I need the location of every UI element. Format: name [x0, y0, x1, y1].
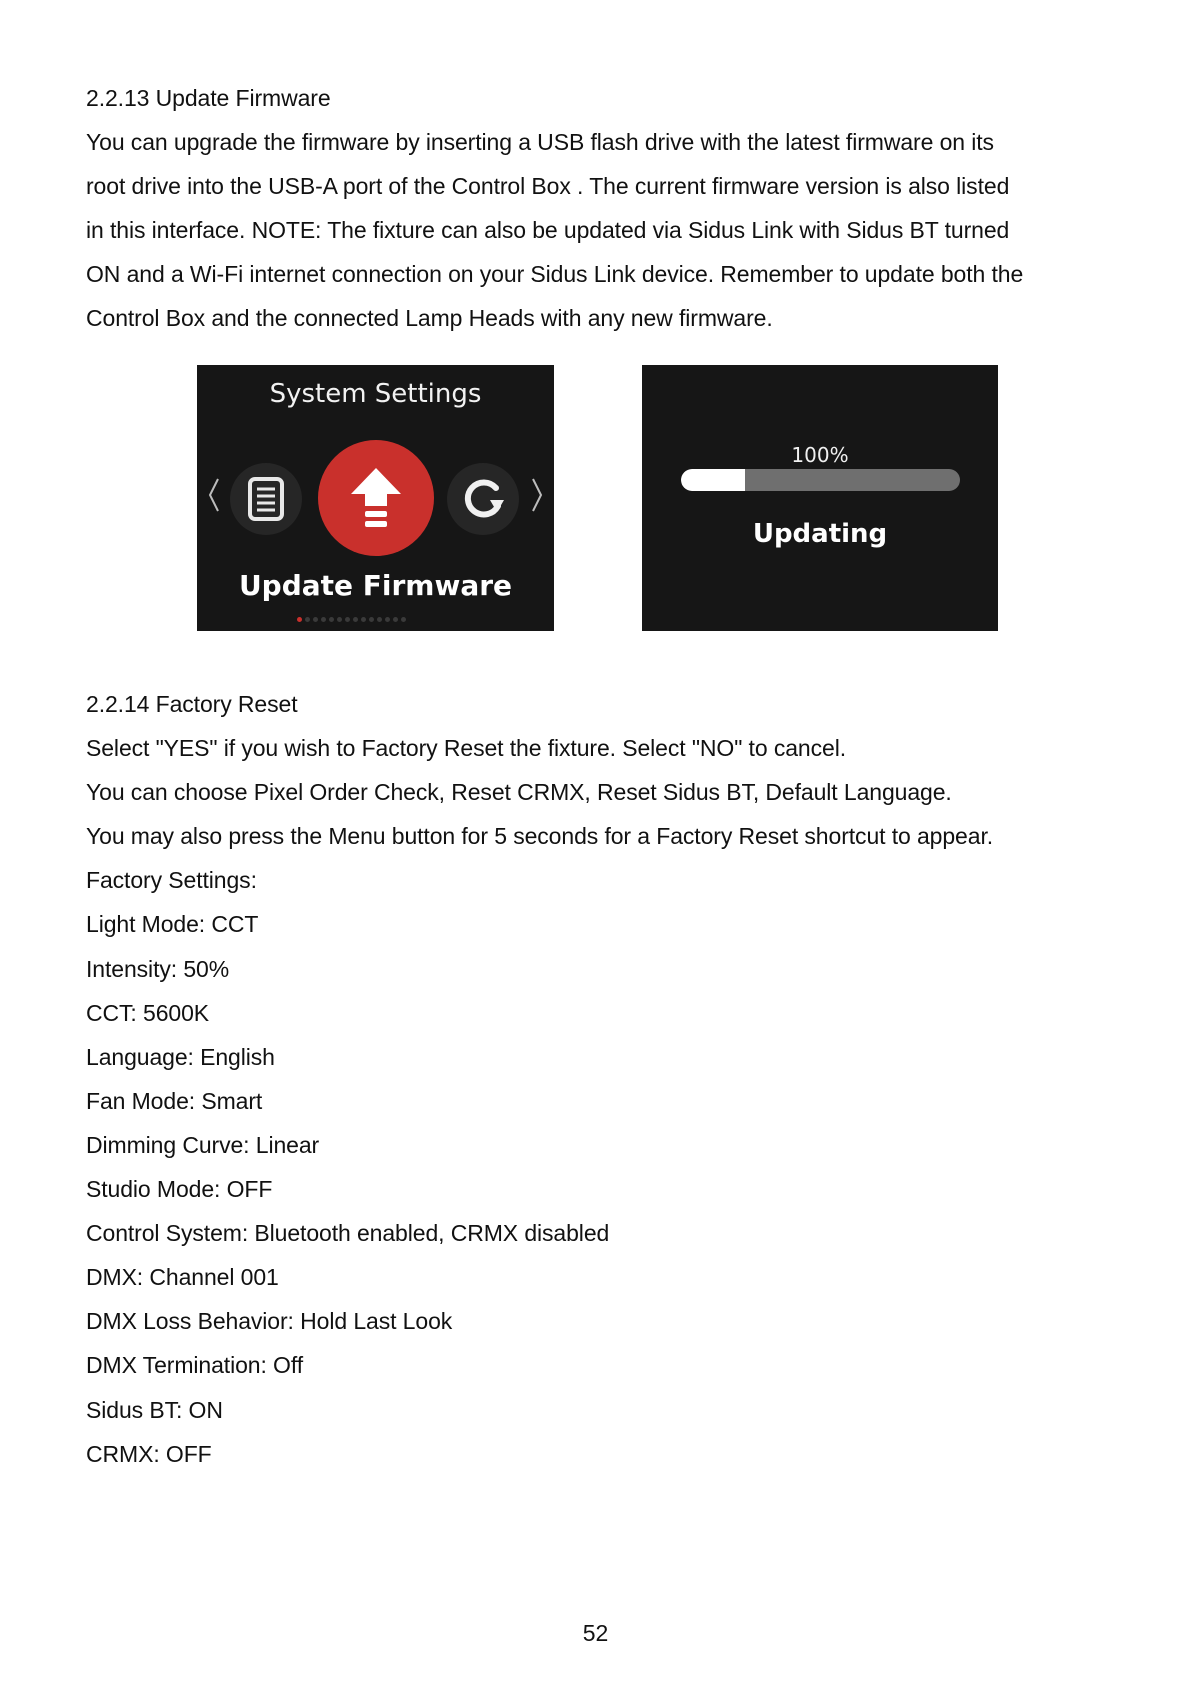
factory-reset-line: Select "YES" if you wish to Factory Reset the fixture. Select "NO" to cancel.: [86, 735, 846, 761]
factory-reset-line: Fan Mode: Smart: [86, 1088, 263, 1114]
page-dot: [313, 617, 318, 622]
page-dot: [345, 617, 350, 622]
section-heading-factory-reset: 2.2.14 Factory Reset: [86, 691, 298, 717]
factory-reset-line: Language: English: [86, 1044, 275, 1070]
paragraph-line: root drive into the USB-A port of the Control Box . The current firmware version is also listed: [86, 173, 1010, 199]
factory-reset-line: DMX: Channel 001: [86, 1264, 279, 1290]
page-dot: [385, 617, 390, 622]
factory-reset-line: Intensity: 50%: [86, 956, 230, 982]
system-settings-screenshot: [197, 365, 554, 631]
page-dot: [377, 617, 382, 622]
section-heading-update-firmware: 2.2.13 Update Firmware: [86, 85, 331, 111]
factory-reset-line: Light Mode: CCT: [86, 911, 259, 937]
factory-reset-line: Dimming Curve: Linear: [86, 1132, 320, 1158]
paragraph-line: in this interface. NOTE: The fixture can also be updated via Sidus Link with Sidus BT turned: [86, 217, 1010, 243]
factory-reset-line: DMX Termination: Off: [86, 1352, 304, 1378]
document-icon: [230, 463, 302, 535]
page-dot: [361, 617, 366, 622]
factory-reset-line: You can choose Pixel Order Check, Reset CRMX, Reset Sidus BT, Default Language.: [86, 779, 952, 805]
factory-reset-line: You may also press the Menu button for 5 seconds for a Factory Reset shortcut to appear.: [86, 823, 994, 849]
updating-status: Updating: [752, 519, 888, 549]
paragraph-line: ON and a Wi-Fi internet connection on your Sidus Link device. Remember to update both the: [86, 261, 1024, 287]
factory-reset-line: Studio Mode: OFF: [86, 1176, 273, 1202]
page-dot: [297, 617, 302, 622]
progress-bar: [681, 469, 960, 491]
factory-reset-line: CCT: 5600K: [86, 1000, 210, 1026]
page-dot: [401, 617, 406, 622]
chevron-right-icon: [530, 477, 544, 513]
factory-reset-line: Sidus BT: ON: [86, 1397, 223, 1423]
page-dot: [337, 617, 342, 622]
updating-screenshot: [642, 365, 998, 631]
page-indicator-dots: [297, 617, 406, 622]
chevron-left-icon: [207, 477, 221, 513]
page-dot: [369, 617, 374, 622]
page-number: 52: [582, 1620, 609, 1646]
page-dot: [329, 617, 334, 622]
paragraph-line: You can upgrade the firmware by inserting a USB flash drive with the latest firmware on its: [86, 129, 994, 155]
factory-reset-line: Control System: Bluetooth enabled, CRMX disabled: [86, 1220, 610, 1246]
page-dot: [321, 617, 326, 622]
upload-arrow-icon: [318, 440, 434, 556]
factory-reset-line: Factory Settings:: [86, 867, 257, 893]
screen-label: Update Firmware: [238, 569, 513, 602]
page-dot: [353, 617, 358, 622]
refresh-icon: [447, 463, 519, 535]
page-dot: [305, 617, 310, 622]
factory-reset-line: CRMX: OFF: [86, 1441, 212, 1467]
page-dot: [393, 617, 398, 622]
progress-percent: 100%: [791, 443, 849, 467]
paragraph-line: Control Box and the connected Lamp Heads with any new firmware.: [86, 305, 773, 331]
factory-reset-line: DMX Loss Behavior: Hold Last Look: [86, 1308, 453, 1334]
progress-bar-fill: [681, 469, 745, 491]
screen-title: System Settings: [269, 379, 482, 409]
